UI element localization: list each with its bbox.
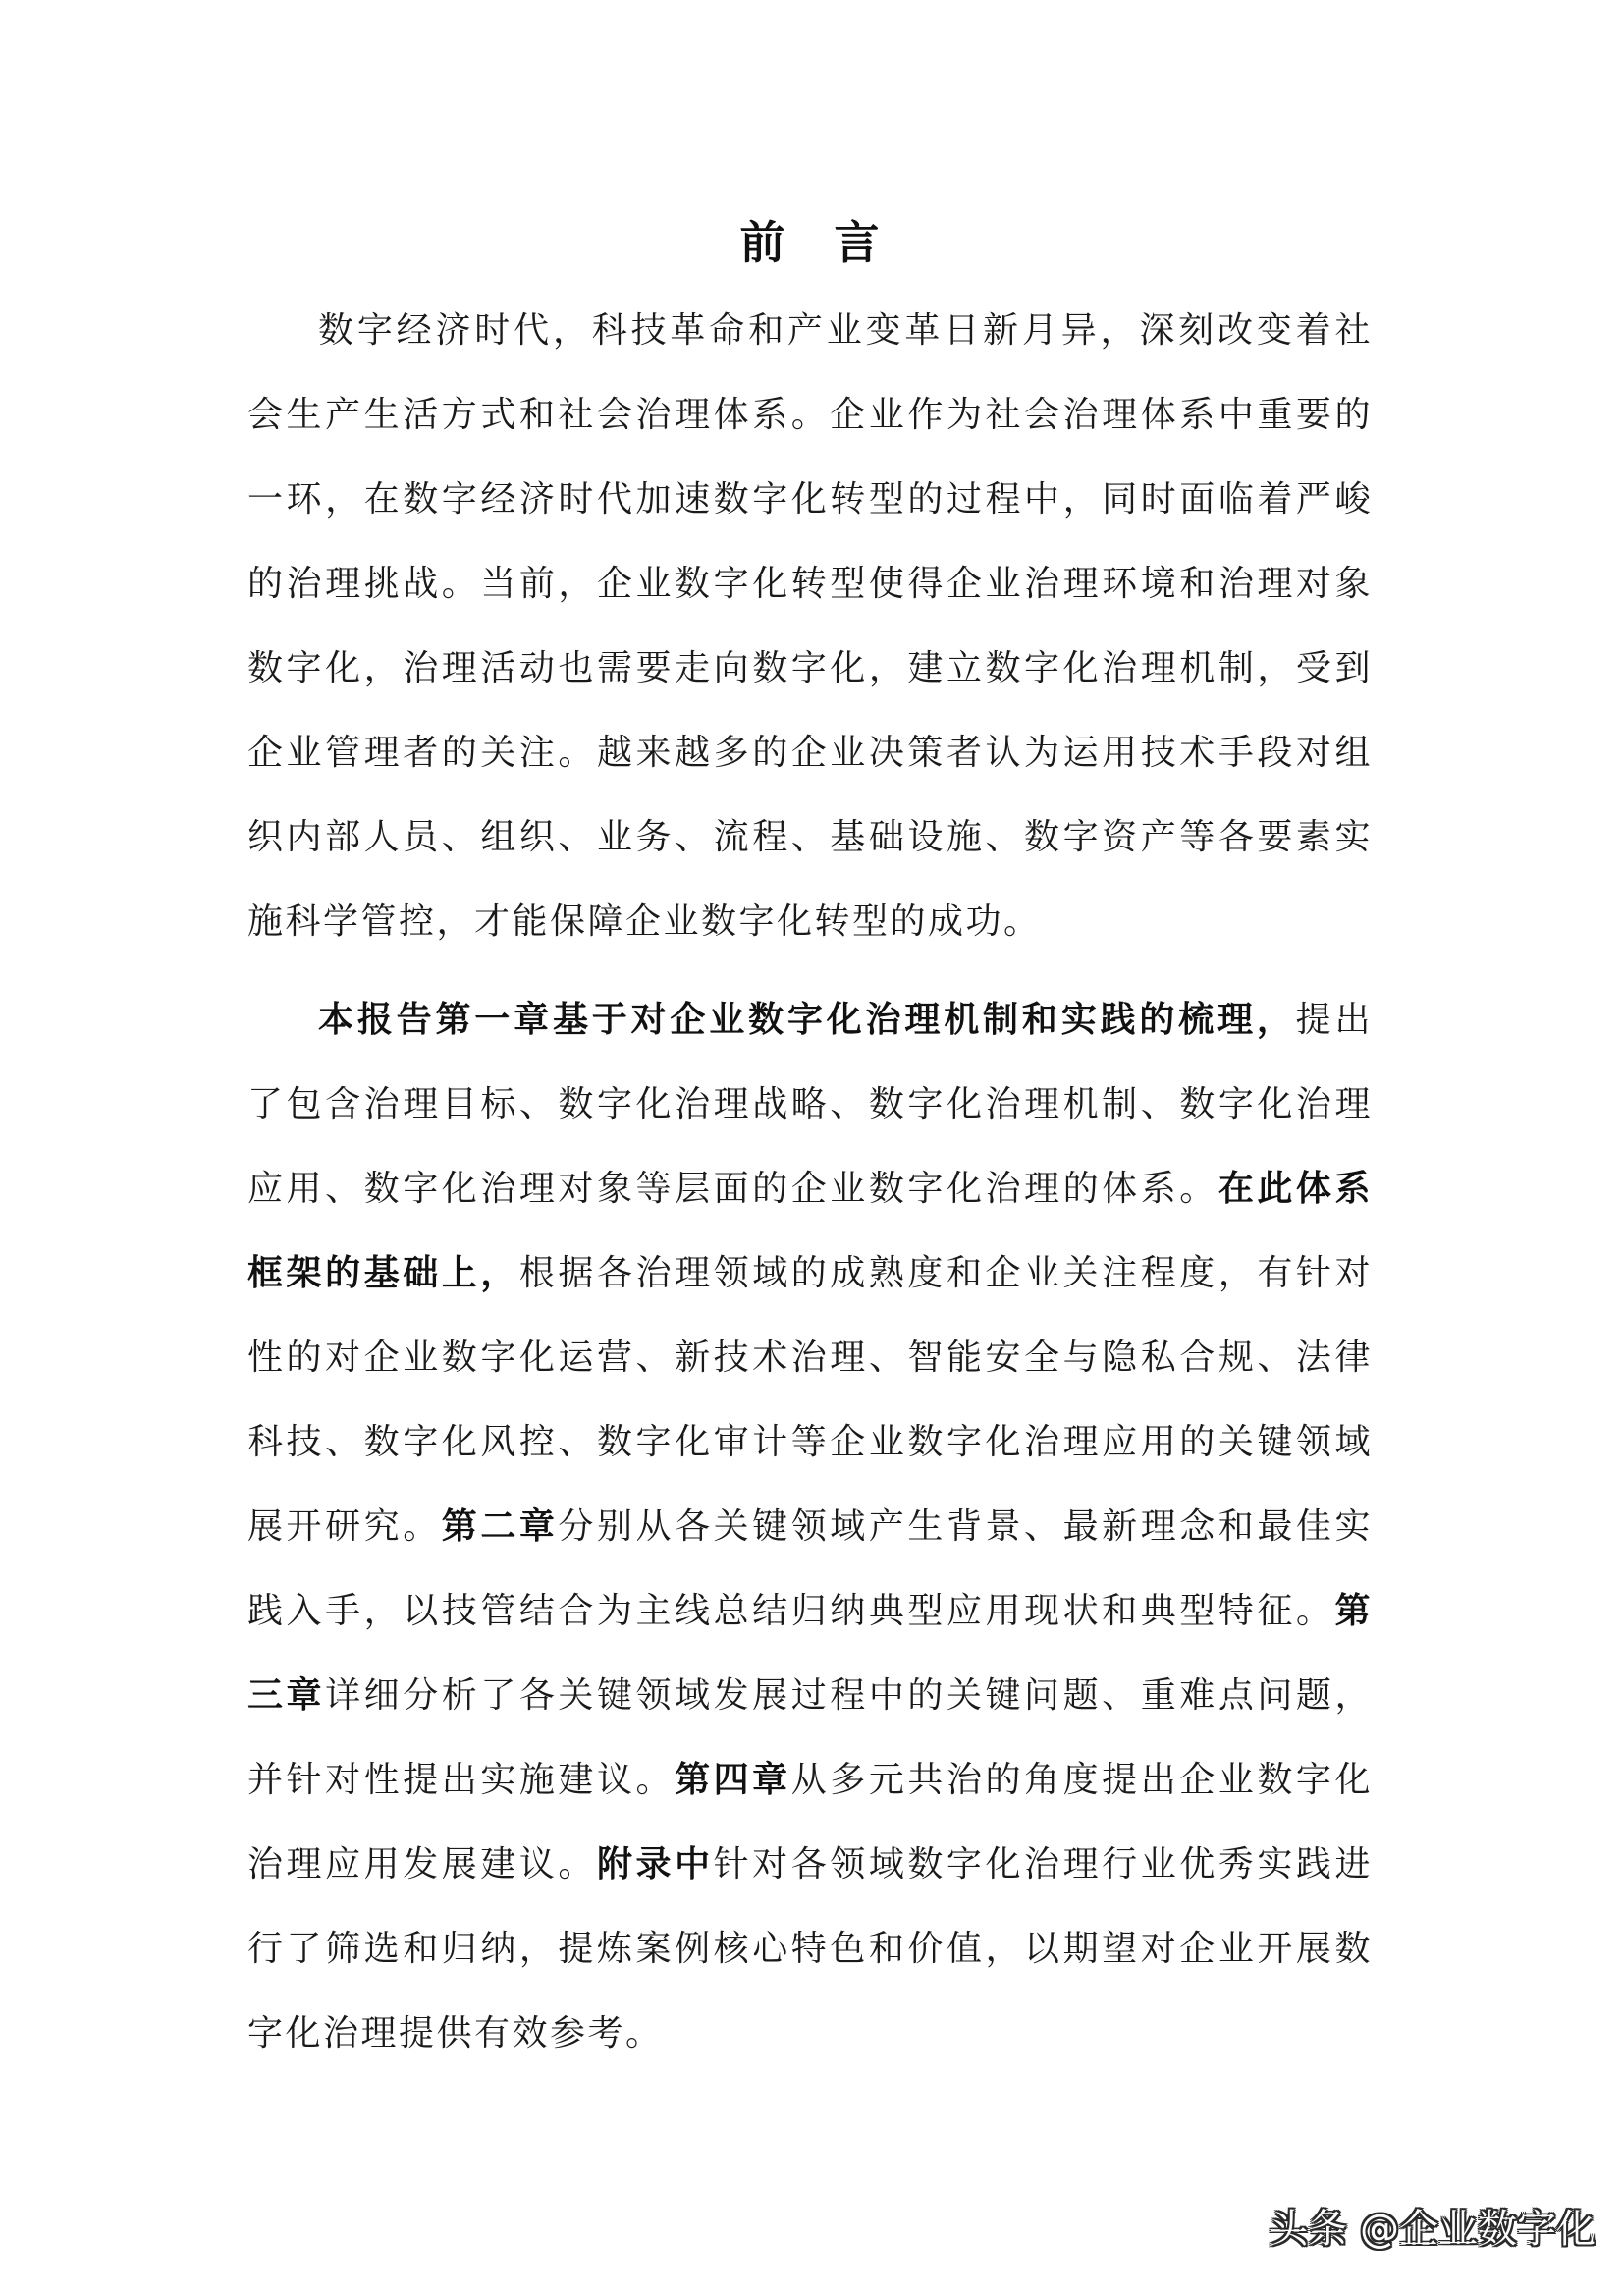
chapter-three-label: 第三章 [247, 1591, 1373, 1716]
body-text [247, 289, 1373, 2076]
framework-lead: 在此体系框架的基础上， [247, 1169, 1373, 1293]
chapter-four-label: 第四章 [675, 1760, 791, 1800]
appendix-label: 附录中 [596, 1844, 714, 1885]
outline-text-2: 根据各治理领域的成熟度和企业关注程度，有针对性的对企业数字化运营、新技术治理、智能安全与隐私合规、法律科技、数字化风控、数字化审计等企业数字化治理应用的关键领域展开研究。 [247, 1253, 1373, 1547]
chapter-one-lead: 本报告第一章基于对企业数字化治理机制和实践的梳理， [318, 1000, 1296, 1040]
title-char-2: 言 [834, 216, 884, 269]
outline-text-6: 针对各领域数字化治理行业优秀实践进行了筛选和归纳，提炼案例核心特色和价值，以期望对企业开展数字化治理提供有效参考。 [247, 1844, 1373, 2053]
paragraph-intro: 数字经济时代，科技革命和产业变革日新月异，深刻改变着社会生产生活方式和社会治理体系。企业作为社会治理体系中重要的一环，在数字经济时代加速数字化转型的过程中，同时面临着严峻的治理挑战。当前，企业数字化转型使得企业治理环境和治理对象数字化，治理活动也需要走向数字化，建立数字化治理机制，受到企业管理者的关注。越来越多的企业决策者认为运用技术手段对组织内部人员、组织、业务、流程、基础设施、数字资产等各要素实施科学管控，才能保障企业数字化转型的成功。 [247, 310, 1373, 942]
page-title [0, 208, 1623, 277]
title-char-1: 前 [739, 216, 789, 269]
chapter-two-label: 第二章 [441, 1506, 559, 1547]
outline-text-4: 详细分析了各关键领域发展过程中的关键问题、重难点问题，并针对性提出实施建议。 [247, 1675, 1373, 1800]
outline-text-1: 提出了包含治理目标、数字化治理战略、数字化治理机制、数字化治理应用、数字化治理对象等层面的企业数字化治理的体系。 [247, 1000, 1373, 1209]
outline-text-5: 从多元共治的角度提出企业数字化治理应用发展建议。 [247, 1760, 1373, 1885]
watermark: 头条 @企业数字化 [1269, 2207, 1596, 2252]
paragraph-report-outline [247, 978, 1373, 2076]
outline-text-3: 分别从各关键领域产生背景、最新理念和最佳实践入手，以技管结合为主线总结归纳典型应用现状和典型特征。 [247, 1506, 1373, 1631]
